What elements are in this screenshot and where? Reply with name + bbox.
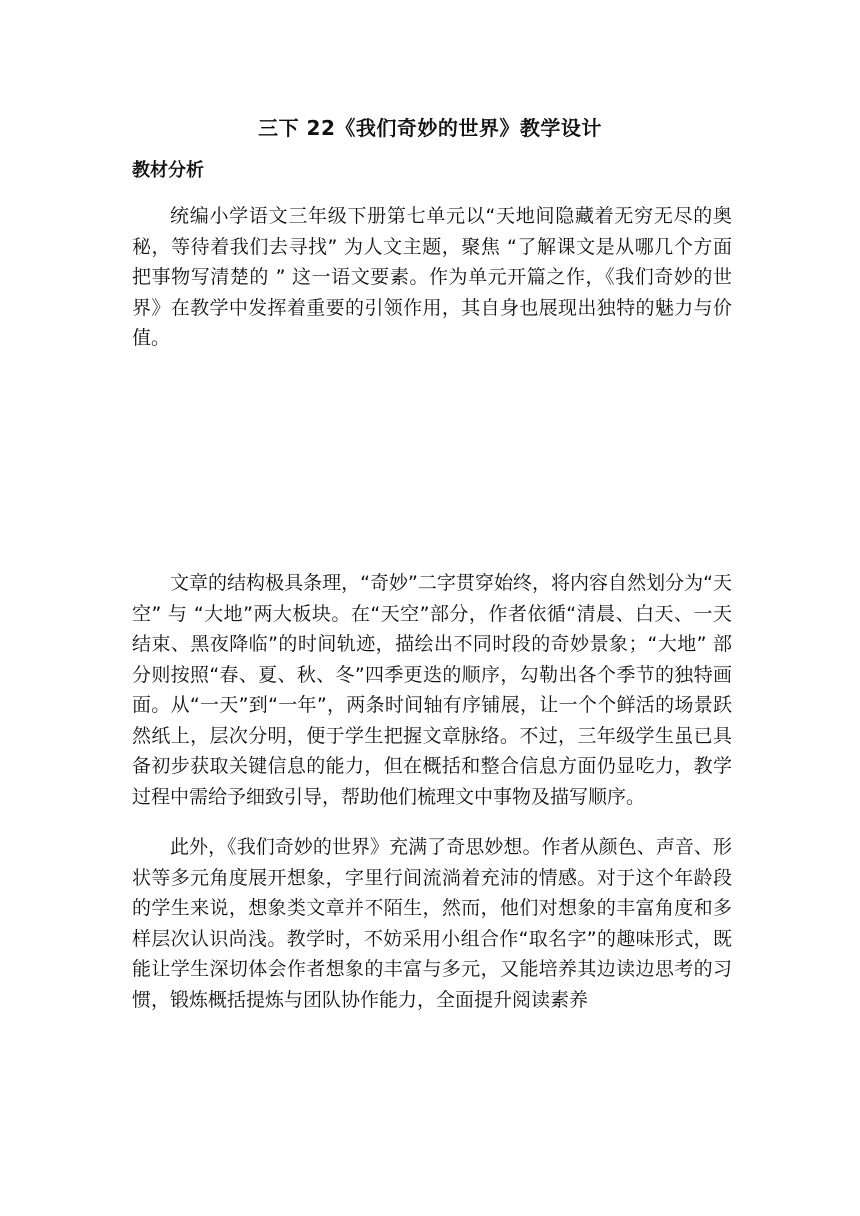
paragraph-2 [132, 568, 732, 812]
text-line: 晨、白天、一天结束、黑夜降临”的时间轨迹，描绘出不同时段的奇 [132, 602, 732, 655]
paragraph-3 [132, 832, 732, 1015]
text-line: 们奇妙的世界》在教学中发挥着重要的引领作用，其自身也展现出独 [132, 266, 732, 319]
text-line: 章脉络。不过，三年级学生虽已具备初步获取关键信息的能力，但在 [132, 724, 732, 777]
text-line: 文章的结构极具条理，“奇妙”二字贯穿始终，将内容自然划分 [170, 572, 685, 594]
text-line: 个方面把事物写清楚的 ” 这一语文要素。作为单元开篇之作，《我 [132, 235, 732, 288]
paragraph-3-text [132, 832, 732, 1015]
paragraph-1 [132, 201, 732, 354]
text-line: 此外，《我们奇妙的世界》充满了奇思妙想。作者从颜色、声音、 [170, 836, 713, 858]
text-line: 序铺展，让一个个鲜活的场景跃然纸上，层次分明，便于学生把握文 [132, 694, 732, 747]
text-line: 味形式，既能让学生深切体会作者想象的丰富与多元，又能培养其边 [132, 927, 732, 980]
text-line: 勾勒出各个季节的独特画面。从“一天”到“一年”，两条时间轴有 [132, 663, 732, 716]
text-line: 们梳理文中事物及描写顺序。 [398, 785, 646, 808]
paragraph-2-text [132, 568, 732, 812]
paragraph-1-text [132, 201, 732, 354]
text-line: 统编小学语文三年级下册第七单元以“天地间隐藏着无穷无尽的 [170, 205, 713, 227]
text-line: 为“天空” 与 “大地”两大板块。在“天空”部分，作者依循“清 [132, 572, 732, 625]
text-line: 形状等多元角度展开想象，字里行间流淌着充沛的情感。对于这个年 [132, 836, 732, 889]
section-heading: 教材分析 [132, 160, 204, 181]
text-line: 妙景象；“大地” 部分则按照“春、夏、秋、冬”四季更迭的顺序， [132, 633, 732, 686]
text-line: 龄段的学生来说，想象类文章并不陌生，然而，他们对想象的丰富角 [132, 866, 732, 919]
text-line: 概括和整合信息方面仍显吃力，教学过程中需给予细致引导，帮助他 [132, 755, 732, 808]
text-line: 度和多样层次认识尚浅。教学时，不妨采用小组合作“取名字”的趣 [132, 897, 732, 950]
text-line: 奥秘，等待着我们去寻找” 为人文主题，聚焦 “了解课文是从哪几 [132, 205, 732, 258]
document-title: 三下 22《我们奇妙的世界》教学设计 [258, 116, 602, 140]
text-line: 特的魅力与价值。 [132, 296, 732, 349]
text-line: 读边思考的习惯，锻炼概括提炼与团队协作能力，全面提升阅读素养 [132, 958, 732, 1011]
